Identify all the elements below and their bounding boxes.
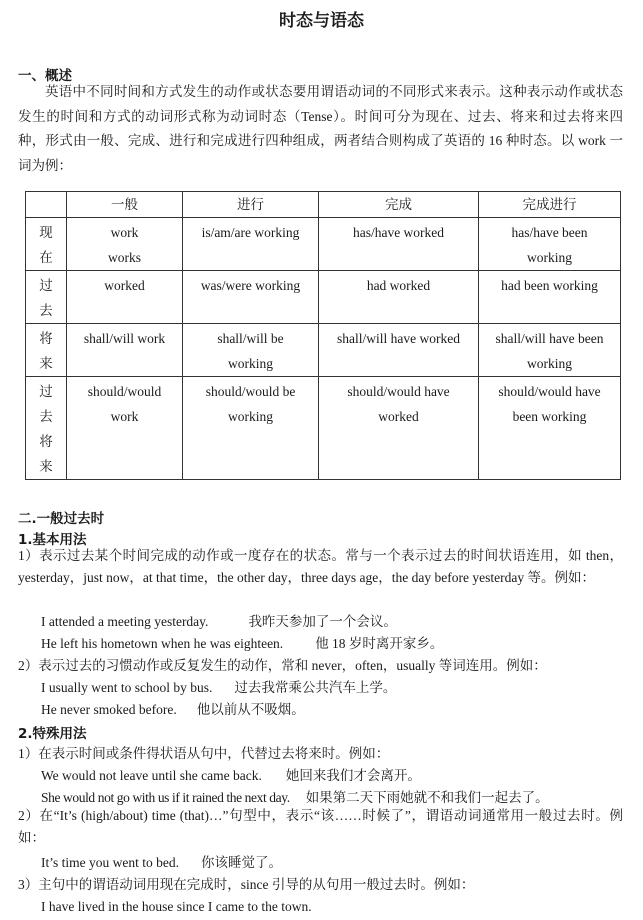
table-row <box>26 324 621 377</box>
table-header-cell: 完成进行 <box>479 192 621 218</box>
table-cell: has/have worked <box>319 218 479 271</box>
table-cell: shall/will work <box>67 324 183 377</box>
table-cell <box>319 377 479 480</box>
table-header-cell: 进行 <box>183 192 319 218</box>
example-chinese: 我昨天参加了一个会议。 <box>248 614 397 629</box>
example-english: I have lived in the house since I came to the town. <box>41 899 312 914</box>
row-label-char: 去 <box>39 409 53 424</box>
cell-text: has/have been working <box>511 225 588 265</box>
example-chinese: 他以前从不吸烟。 <box>196 702 305 717</box>
table-header-cell: 完成 <box>319 192 479 218</box>
example-chinese: 过去我常乘公共汽车上学。 <box>234 680 397 695</box>
usage-item-2: 2）表示过去的习惯动作或反复发生的动作，常和 never，often，usually 等词连用。例如： <box>18 658 547 673</box>
example-english: We would not leave until she came back. <box>41 768 262 783</box>
example-chinese: 你该睡觉了。 <box>200 855 282 870</box>
row-label-present <box>26 218 67 271</box>
cell-text: should/would have been working <box>498 384 601 424</box>
table-cell: shall/will have worked <box>319 324 479 377</box>
example-line <box>41 612 397 632</box>
special-item-2: 2）在“It’s (high/about) time (that)…”句型中，表示“该……时候了”，谓语动词通常用一般过去时。例如： <box>18 808 623 845</box>
row-label-char: 现 <box>39 225 53 240</box>
example-english: It’s time you went to bed. <box>41 855 179 870</box>
row-label-char: 来 <box>39 356 53 371</box>
special-item-3: 3）主句中的谓语动词用现在完成时，since 引导的从句用一般过去时。例如： <box>18 877 475 892</box>
example-english: He never smoked before. <box>41 702 177 717</box>
row-label-past-future <box>26 377 67 480</box>
row-label-char: 将 <box>39 331 53 346</box>
cell-text: work works <box>108 225 141 265</box>
table-cell <box>183 377 319 480</box>
example-english: She would not go with us if it rained the next day. <box>41 790 290 805</box>
subheading-basic-usage: 1.基本用法 <box>18 532 87 548</box>
table-row <box>26 218 621 271</box>
example-line <box>41 634 443 654</box>
example-chinese: 如果第二天下雨她就不和我们一起去了。 <box>305 790 549 805</box>
example-line <box>41 678 396 698</box>
tense-table <box>25 191 621 480</box>
table-header-cell: 一般 <box>67 192 183 218</box>
special-item-1: 1）在表示时间或条件得状语从句中，代替过去将来时。例如： <box>18 746 390 761</box>
table-cell <box>479 218 621 271</box>
table-cell <box>183 324 319 377</box>
table-cell <box>479 324 621 377</box>
table-cell: worked <box>67 271 183 324</box>
cell-text: shall/will have been working <box>495 331 604 371</box>
table-cell: had worked <box>319 271 479 324</box>
section-heading-simple-past: 二.一般过去时 <box>18 511 105 527</box>
example-line <box>41 897 312 917</box>
table-cell: was/were working <box>183 271 319 324</box>
table-cell <box>67 377 183 480</box>
row-label-char: 过 <box>39 278 53 293</box>
table-header-row <box>26 192 621 218</box>
table-header-cell <box>26 192 67 218</box>
subheading-special-usage: 2.特殊用法 <box>18 726 87 742</box>
section-heading-overview: 一、概述 <box>18 68 72 84</box>
cell-text: shall/will be working <box>217 331 284 371</box>
cell-text: should/would be working <box>205 384 296 424</box>
row-label-past <box>26 271 67 324</box>
example-english: I usually went to school by bus. <box>41 680 213 695</box>
example-chinese: 她回来我们才会离开。 <box>285 768 421 783</box>
overview-paragraph: 英语中不同时间和方式发生的动作或状态要用谓语动词的不同形式来表示。这种表示动作或状态发生的时间和方式的动词形式称为动词时态（Tense）。时间可分为现在、过去、将来和过去将来四种，形式由一般、完成、进行和完成进行四种组成，两者结合则构成了英语的 16 种时态。以 work 一词为例： <box>18 84 623 173</box>
cell-text: should/would have worked <box>347 384 450 424</box>
table-cell: had been working <box>479 271 621 324</box>
example-line <box>41 700 305 720</box>
row-label-future <box>26 324 67 377</box>
example-english: I attended a meeting yesterday. <box>41 614 209 629</box>
example-english: He left his hometown when he was eighteen. <box>41 636 284 651</box>
table-cell <box>67 218 183 271</box>
table-cell: is/am/are working <box>183 218 319 271</box>
example-line <box>41 853 282 873</box>
usage-item-1: 1）表示过去某个时间完成的动作或一度存在的状态。常与一个表示过去的时间状语连用，如 then，yesterday，just now，at that time，the other day，three days age，the day before yesterday 等。例如： <box>18 548 623 585</box>
example-line <box>41 766 421 786</box>
table-row <box>26 377 621 480</box>
cell-text: should/would work <box>87 384 162 424</box>
example-chinese: 他 18 岁时离开家乡。 <box>315 636 444 651</box>
table-row <box>26 271 621 324</box>
document-title: 时态与语态 <box>279 11 364 31</box>
row-label-char: 过 <box>39 384 53 399</box>
row-label-char: 将 <box>39 434 53 449</box>
row-label-char: 来 <box>39 459 53 474</box>
row-label-char: 在 <box>39 250 53 265</box>
table-cell <box>479 377 621 480</box>
row-label-char: 去 <box>39 303 53 318</box>
